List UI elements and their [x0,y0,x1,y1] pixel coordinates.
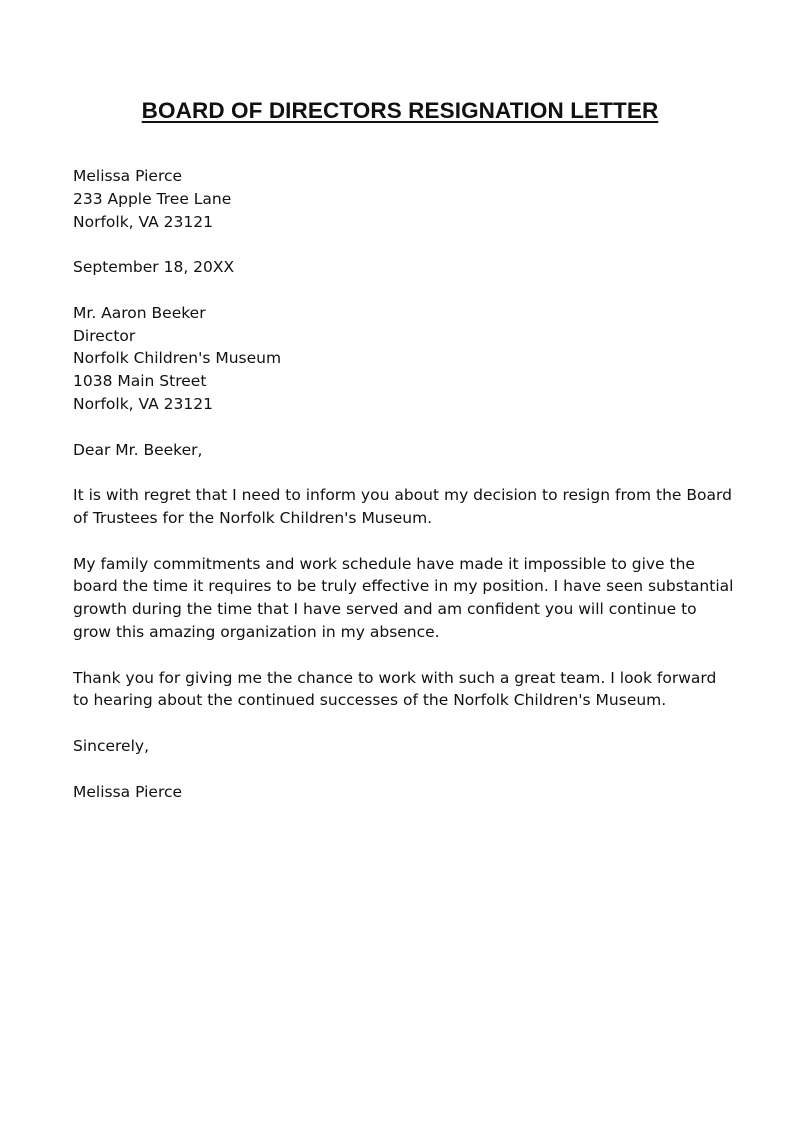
signature-name: Melissa Pierce [73,782,183,801]
paragraph-line: grow this amazing organization in my absence. [73,622,440,641]
recipient-street: 1038 Main Street [73,372,207,391]
paragraph-line: to hearing about the continued successes of the Norfolk Children's Museum. [73,691,667,710]
sender-street: 233 Apple Tree Lane [73,189,232,208]
letter-body [73,165,733,803]
sender-address [73,165,733,233]
recipient-organization: Norfolk Children's Museum [73,349,282,368]
sender-city: Norfolk, VA 23121 [73,212,213,231]
letter-date: September 18, 20XX [73,258,235,277]
paragraph-line: growth during the time that I have served and am confident you will continue to [73,600,697,619]
paragraph-line: My family commitments and work schedule have made it impossible to give the [73,554,695,573]
sender-name: Melissa Pierce [73,167,183,185]
closing: Sincerely, [73,736,150,755]
paragraph-line: of Trustees for the Norfolk Children's Museum. [73,508,433,527]
salutation: Dear Mr. Beeker, [73,440,203,459]
recipient-city: Norfolk, VA 23121 [73,394,213,413]
paragraph-line: board the time it requires to be truly effective in my position. I have seen substantial [73,577,734,596]
paragraph-2 [73,553,733,644]
paragraph-line: It is with regret that I need to inform you about my decision to resign from the Board [73,486,732,505]
paragraph-3 [73,667,733,713]
paragraph-1 [73,484,733,530]
recipient-title: Director [73,326,136,345]
paragraph-line: Thank you for giving me the chance to work with such a great team. I look forward [73,668,717,687]
recipient-name: Mr. Aaron Beeker [73,303,206,322]
letter-title: BOARD OF DIRECTORS RESIGNATION LETTER [141,98,659,123]
recipient-address [73,302,733,416]
